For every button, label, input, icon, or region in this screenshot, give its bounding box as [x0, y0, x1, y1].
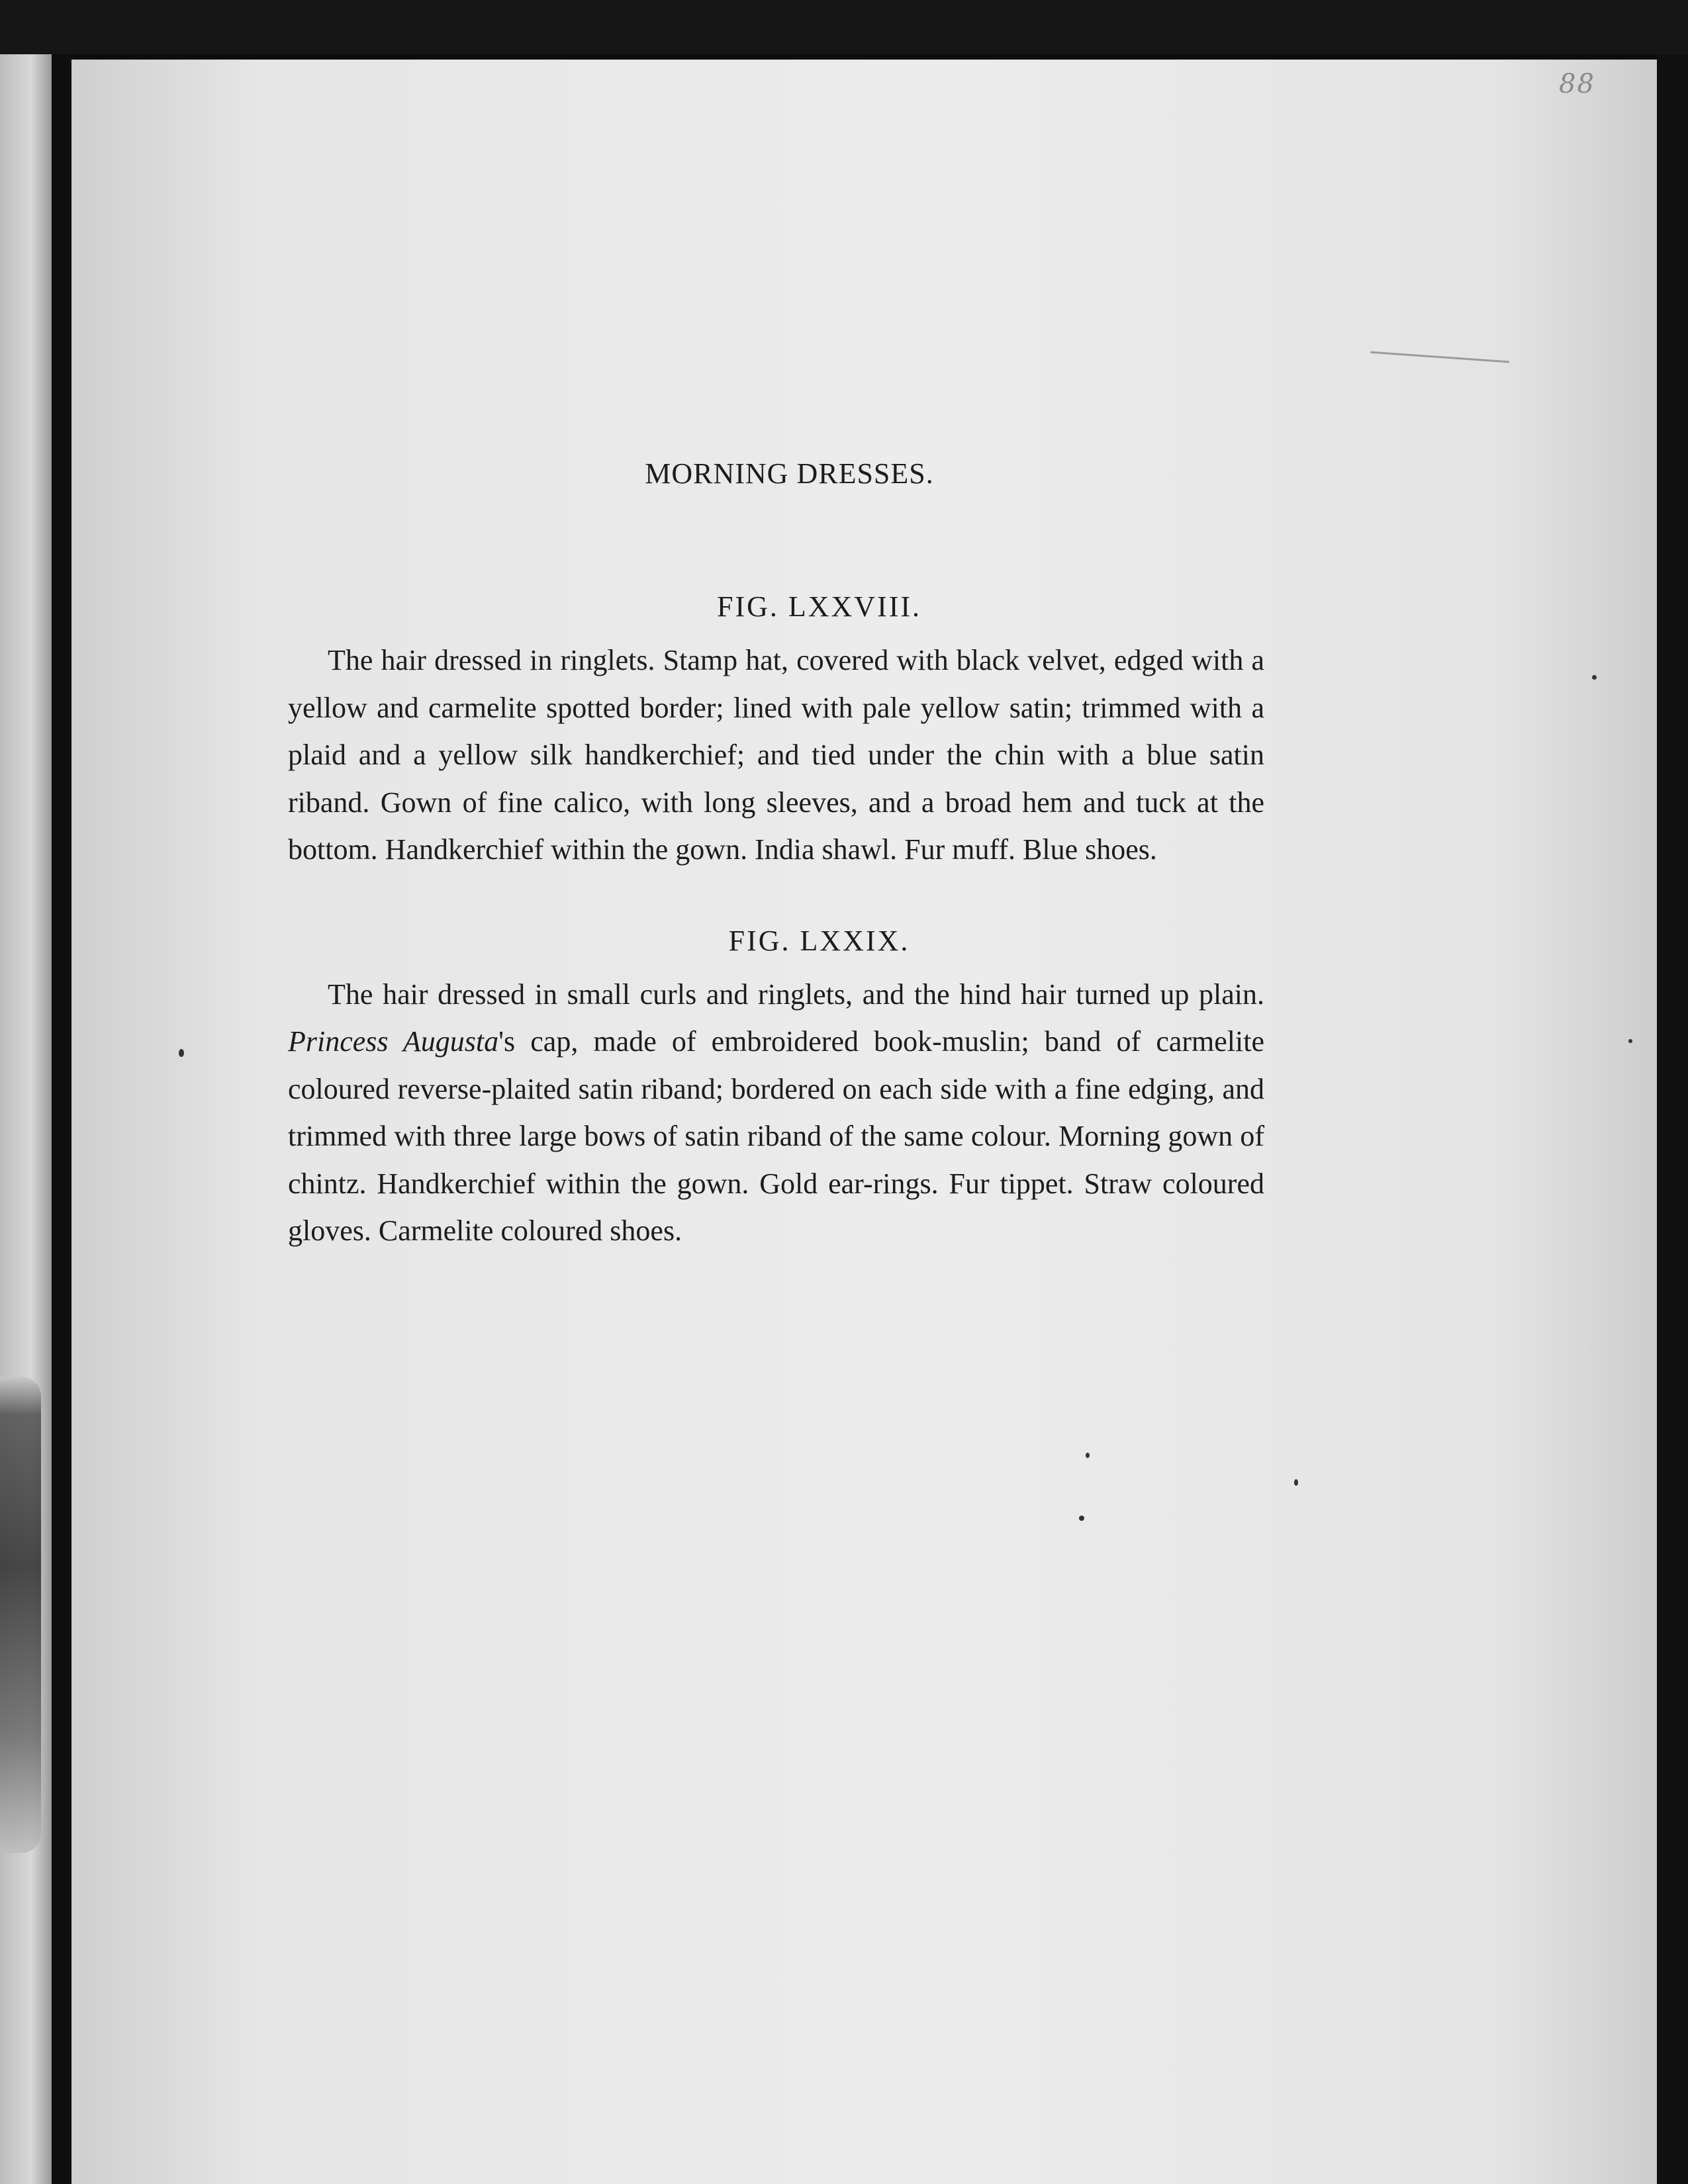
description-text: 's cap, made of embroidered book-muslin; band of carmelite coloured reverse-plaited satin riband; bordered on each side with a fine edging, and trimmed with three large bows of satin riband of the same colour. Morning gown of chintz. Handkerchief within the gown. Gold ear-rings. Fur tippet. Straw coloured gloves. Carmelite coloured shoes.: [288, 1025, 1264, 1247]
handwritten-page-number: 88: [1559, 69, 1595, 99]
book-gutter: [52, 54, 71, 2184]
figure-heading: FIG. LXXVIII.: [716, 590, 922, 623]
scan-right-border: [1657, 54, 1688, 2184]
figure-description: [288, 971, 1264, 1255]
figure-description: The hair dressed in ringlets. Stamp hat, covered with black velvet, edged with a yellow and carmelite spotted border; lined with pale yellow satin; trimmed with a plaid and a yellow silk handkerchief; and tied under the chin with a blue satin riband. Gown of fine calico, with long sleeves, and a broad hem and tuck at the bottom. Handkerchief within the gown. India shawl. Fur muff. Blue shoes.: [288, 644, 1264, 866]
facing-page-edge: [0, 54, 52, 2184]
page-stain: [0, 1377, 41, 1853]
italic-name: Princess Augusta: [288, 1025, 499, 1058]
figure-heading: FIG. LXXIX.: [728, 924, 910, 957]
page-title: MORNING DRESSES.: [645, 457, 934, 490]
ink-speck: [1628, 1039, 1632, 1043]
ink-speck: [1592, 675, 1597, 680]
scan-top-border: [0, 0, 1688, 54]
ink-speck: [1086, 1453, 1090, 1458]
article: [288, 457, 1264, 1255]
ink-speck: [1294, 1479, 1298, 1486]
ink-speck: [1079, 1516, 1084, 1521]
ink-speck: [179, 1049, 184, 1057]
description-text: The hair dressed in small curls and ringlets, and the hind hair turned up plain.: [328, 978, 1264, 1011]
